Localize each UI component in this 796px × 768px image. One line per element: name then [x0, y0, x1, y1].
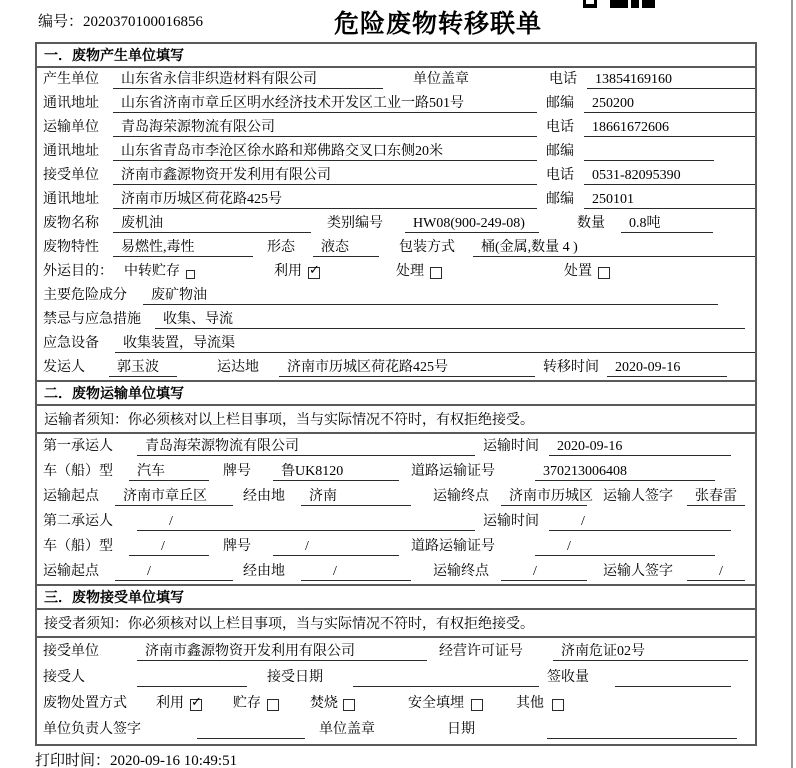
serial-label: 编号：	[38, 14, 84, 30]
checkbox-utilize	[308, 263, 320, 279]
phone-value: 0531-82095390	[584, 167, 755, 185]
origin-label: 运输起点	[43, 564, 99, 579]
landfill-label: 安全填埋	[408, 696, 464, 711]
responsible-sign-row	[37, 716, 755, 742]
waste-property-value: 易燃性,毒性	[113, 239, 253, 257]
transport-date-value: /	[549, 513, 731, 531]
vehicle-type-label: 车（船）型	[43, 539, 113, 554]
shipper-row	[37, 356, 755, 380]
phone-label: 电话	[549, 72, 577, 87]
transfer-date-label: 转移时间	[543, 360, 599, 375]
incinerate-label: 焚烧	[310, 696, 338, 711]
vehicle-row	[37, 534, 755, 559]
received-qty-label: 签收量	[547, 670, 589, 685]
endpoint-value: 济南市历城区	[501, 488, 587, 506]
producer-unit-label: 产生单位	[43, 72, 99, 87]
form-state-value: 液态	[313, 239, 379, 257]
disposal-method-label: 废物处置方式	[43, 696, 127, 711]
utilize-label: 利用	[156, 696, 184, 711]
transport-unit-row	[37, 116, 755, 140]
waste-property-row	[37, 236, 755, 260]
vehicle-type-value: 汽车	[129, 463, 209, 481]
shipper-label: 发运人	[43, 360, 85, 375]
serial-value: 2020370100016856	[83, 14, 204, 30]
taboo-measures-label: 禁忌与应急措施	[43, 312, 141, 327]
utilize-label: 利用	[274, 264, 302, 279]
store-label: 贮存	[233, 696, 261, 711]
waste-property-label: 废物特性	[43, 240, 99, 255]
producer-unit-row	[37, 68, 755, 92]
first-carrier-value: 青岛海荣源物流有限公司	[137, 438, 475, 456]
transport-date-label: 运输时间	[483, 514, 539, 529]
comm-address-value: 山东省济南市章丘区明水经济技术开发区工业一路501号	[113, 95, 537, 113]
check-mark: ✓	[309, 263, 320, 278]
checkbox-other	[552, 699, 564, 711]
road-permit-label: 道路运输证号	[411, 464, 495, 479]
phone-label: 电话	[546, 168, 574, 183]
road-permit-value: /	[535, 538, 715, 556]
section3-header: 三．废物接受单位填写	[37, 584, 755, 610]
checkbox-store	[267, 699, 279, 711]
receive-date-label: 接受日期	[267, 670, 323, 685]
carrier-sign-label: 运输人签字	[603, 489, 673, 504]
waste-name-label: 废物名称	[43, 216, 99, 231]
destination-value: 济南市历城区荷花路425号	[279, 359, 535, 377]
checkbox-dispose	[598, 267, 610, 279]
receive-unit-label: 接受单位	[43, 644, 99, 659]
first-carrier-row	[37, 434, 755, 459]
via-value: 济南	[301, 488, 411, 506]
outbound-purpose-row	[37, 260, 755, 284]
transport-unit-label: 运输单位	[43, 120, 99, 135]
route-row	[37, 559, 755, 584]
postcode-label: 邮编	[546, 96, 574, 111]
second-carrier-value: /	[137, 513, 475, 531]
transport-date-label: 运输时间	[483, 439, 539, 454]
category-code-label: 类别编号	[327, 216, 383, 231]
postcode-label: 邮编	[546, 192, 574, 207]
unit-seal-label: 单位盖章	[319, 722, 375, 737]
plate-label: 牌号	[223, 539, 251, 554]
license-no-label: 经营许可证号	[439, 644, 523, 659]
vehicle-row	[37, 459, 755, 484]
origin-value: /	[115, 563, 233, 581]
received-qty-value	[615, 669, 731, 687]
comm-address-label: 通讯地址	[43, 192, 99, 207]
receiver-unit-label: 接受单位	[43, 168, 99, 183]
plate-value: 鲁UK8120	[273, 463, 399, 481]
date-label: 日期	[447, 722, 475, 737]
emergency-equipment-value: 收集装置，导流渠	[115, 335, 755, 353]
postcode-value: 250200	[584, 95, 755, 113]
page-edge-line	[791, 0, 793, 768]
receive-unit-row	[37, 638, 755, 664]
receiver-value	[137, 669, 247, 687]
receiver-unit-row	[37, 164, 755, 188]
endpoint-value: /	[501, 563, 587, 581]
waste-name-row	[37, 212, 755, 236]
main-hazard-row	[37, 284, 755, 308]
packaging-value: 桶(金属,数量 4 )	[473, 239, 755, 257]
license-no-value: 济南危证02号	[553, 643, 748, 661]
via-label: 经由地	[243, 489, 285, 504]
comm-address-value: 山东省青岛市李沧区徐水路和郑佛路交叉口东侧20米	[113, 143, 537, 161]
comm-address-label: 通讯地址	[43, 144, 99, 159]
taboo-measures-row	[37, 308, 755, 332]
checkbox-incinerate	[343, 699, 355, 711]
comm-address-row	[37, 188, 755, 212]
manifest-form	[35, 42, 757, 746]
origin-label: 运输起点	[43, 489, 99, 504]
page-title: 危险废物转移联单	[333, 10, 542, 38]
waste-name-value: 废机油	[113, 215, 311, 233]
comm-address-value: 济南市历城区荷花路425号	[113, 191, 537, 209]
receiver-row	[37, 664, 755, 690]
postcode-value	[584, 143, 714, 161]
comm-address-label: 通讯地址	[43, 96, 99, 111]
main-hazard-label: 主要危险成分	[43, 288, 127, 303]
vehicle-type-label: 车（船）型	[43, 464, 113, 479]
packaging-label: 包装方式	[399, 240, 455, 255]
plate-label: 牌号	[223, 464, 251, 479]
dispose-label: 处置	[564, 264, 592, 279]
phone-label: 电话	[546, 120, 574, 135]
destination-label: 运达地	[217, 360, 259, 375]
route-row	[37, 484, 755, 509]
comm-address-row	[37, 92, 755, 116]
receiver-label: 接受人	[43, 670, 85, 685]
quantity-label: 数量	[577, 216, 605, 231]
second-carrier-row	[37, 509, 755, 534]
check-mark: ✓	[191, 695, 202, 710]
main-hazard-value: 废矿物油	[143, 287, 718, 305]
receive-unit-value: 济南市鑫源物资开发利用有限公司	[137, 643, 427, 661]
carrier-sign-value: 张春雷	[687, 488, 745, 506]
vehicle-type-value: /	[129, 538, 209, 556]
transfer-date-value: 2020-09-16	[607, 359, 727, 377]
form-state-label: 形态	[267, 240, 295, 255]
second-carrier-label: 第二承运人	[43, 514, 113, 529]
other-label: 其他	[516, 696, 544, 711]
endpoint-label: 运输终点	[433, 489, 489, 504]
outbound-purpose-label: 外运目的：	[43, 264, 113, 279]
section2-header: 二．废物运输单位填写	[37, 380, 755, 406]
carrier-notice: 运输者须知：你必须核对以上栏目事项，当与实际情况不符时，有权拒绝接受。	[37, 406, 755, 434]
emergency-equipment-row	[37, 332, 755, 356]
postcode-value: 250101	[584, 191, 755, 209]
shipper-value: 郭玉波	[109, 359, 177, 377]
print-time-value: 2020-09-16 10:49:51	[110, 753, 238, 768]
taboo-measures-value: 收集、导流	[155, 311, 745, 329]
category-code-value: HW08(900-249-08)	[405, 215, 539, 233]
receiver-notice: 接受者须知：你必须核对以上栏目事项，当与实际情况不符时，有权拒绝接受。	[37, 610, 755, 638]
transport-date-value: 2020-09-16	[549, 438, 731, 456]
section1-header: 一．废物产生单位填写	[37, 44, 755, 68]
comm-address-row	[37, 140, 755, 164]
checkbox-treat	[430, 267, 442, 279]
plate-value: /	[273, 538, 399, 556]
print-time	[35, 749, 237, 768]
origin-value: 济南市章丘区	[115, 488, 233, 506]
endpoint-label: 运输终点	[433, 564, 489, 579]
first-carrier-label: 第一承运人	[43, 439, 113, 454]
responsible-sign-value	[197, 721, 305, 739]
treat-label: 处理	[396, 264, 424, 279]
carrier-sign-label: 运输人签字	[603, 564, 673, 579]
disposal-method-row	[37, 690, 755, 716]
road-permit-label: 道路运输证号	[411, 539, 495, 554]
road-permit-value: 370213006408	[535, 463, 715, 481]
via-label: 经由地	[243, 564, 285, 579]
checkbox-transfer-storage	[186, 270, 195, 279]
checkbox-landfill	[471, 699, 483, 711]
transfer-storage-label: 中转贮存	[124, 264, 180, 279]
producer-unit-value: 山东省永信非织造材料有限公司	[113, 71, 383, 89]
checkbox-utilize	[190, 695, 202, 711]
receiver-unit-value: 济南市鑫源物资开发利用有限公司	[113, 167, 537, 185]
via-value: /	[301, 563, 411, 581]
postcode-label: 邮编	[546, 144, 574, 159]
quantity-value: 0.8吨	[621, 215, 713, 233]
print-time-label: 打印时间：	[35, 753, 111, 768]
unit-seal-label: 单位盖章	[413, 72, 469, 87]
date-value	[547, 721, 737, 739]
emergency-equipment-label: 应急设备	[43, 336, 99, 351]
responsible-sign-label: 单位负责人签字	[43, 722, 141, 737]
receive-date-value	[353, 669, 539, 687]
phone-value: 18661672606	[584, 119, 755, 137]
phone-value: 13854169160	[587, 71, 755, 89]
transport-unit-value: 青岛海荣源物流有限公司	[113, 119, 537, 137]
carrier-sign-value: /	[687, 563, 745, 581]
